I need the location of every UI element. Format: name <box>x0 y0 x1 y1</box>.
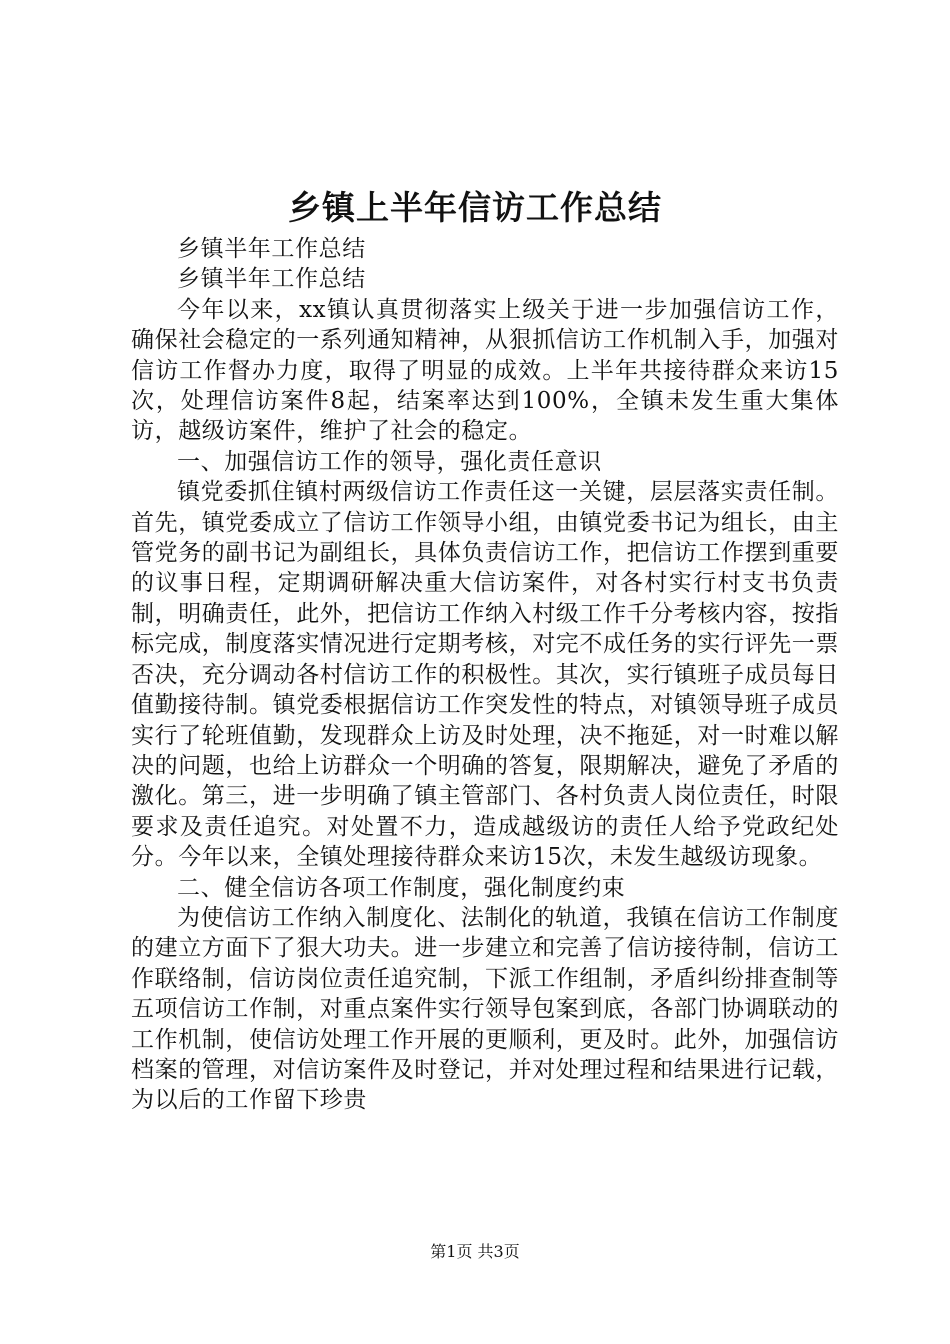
paragraph-subtitle-2: 乡镇半年工作总结 <box>177 266 366 293</box>
page-number-footer: 第1页 共3页 <box>430 1242 520 1261</box>
section-heading-1: 一、加强信访工作的领导，强化责任意识 <box>177 448 602 475</box>
paragraph-intro: 今年以来，xx镇认真贯彻落实上级关于进一步加强信访工作，确保社会稳定的一系列通知精神，从狠抓信访工作机制入手，加强对信访工作督办力度，取得了明显的成效。上半年共接待群众来访15次，处理信访案件8起，结案率达到100%，全镇未发生重大集体访，越级访案件，维护了社会的稳定。 <box>131 296 839 445</box>
paragraph-section-2: 为使信访工作纳入制度化、法制化的轨道，我镇在信访工作制度的建立方面下了狠大功夫。进一步建立和完善了信访接待制，信访工作联络制，信访岗位责任追究制，下派工作组制，矛盾纠纷排查制等五项信访工作制，对重点案件实行领导包案到底，各部门协调联动的工作机制，使信访处理工作开展的更顺利，更及时。此外，加强信访档案的管理，对信访案件及时登记，并对处理过程和结果进行记载，为以后的工作留下珍贵 <box>131 904 839 1114</box>
paragraph-section-1: 镇党委抓住镇村两级信访工作责任这一关键，层层落实责任制。首先，镇党委成立了信访工作领导小组，由镇党委书记为组长，由主管党务的副书记为副组长，具体负责信访工作，把信访工作摆到重要的议事日程，定期调研解决重大信访案件，对各村实行村支书负责制，明确责任，此外，把信访工作纳入村级工作千分考核内容，按指标完成，制度落实情况进行定期考核，对完不成任务的实行评先一票否决，充分调动各村信访工作的积极性。其次，实行镇班子成员每日值勤接待制。镇党委根据信访工作突发性的特点，对镇领导班子成员实行了轮班值勤，发现群众上访及时处理，决不拖延，对一时难以解决的问题，也给上访群众一个明确的答复，限期解决，避免了矛盾的激化。第三，进一步明确了镇主管部门、各村负责人岗位责任，时限要求及责任追究。对处置不力，造成越级访的责任人给予党政纪处分。今年以来，全镇处理接待群众来访15次，未发生越级访现象。 <box>131 479 839 871</box>
paragraph-subtitle-1: 乡镇半年工作总结 <box>177 236 366 262</box>
document-body <box>131 234 839 1116</box>
document-title: 乡镇上半年信访工作总结 <box>288 188 662 227</box>
section-heading-2: 二、健全信访各项工作制度，强化制度约束 <box>177 874 626 901</box>
